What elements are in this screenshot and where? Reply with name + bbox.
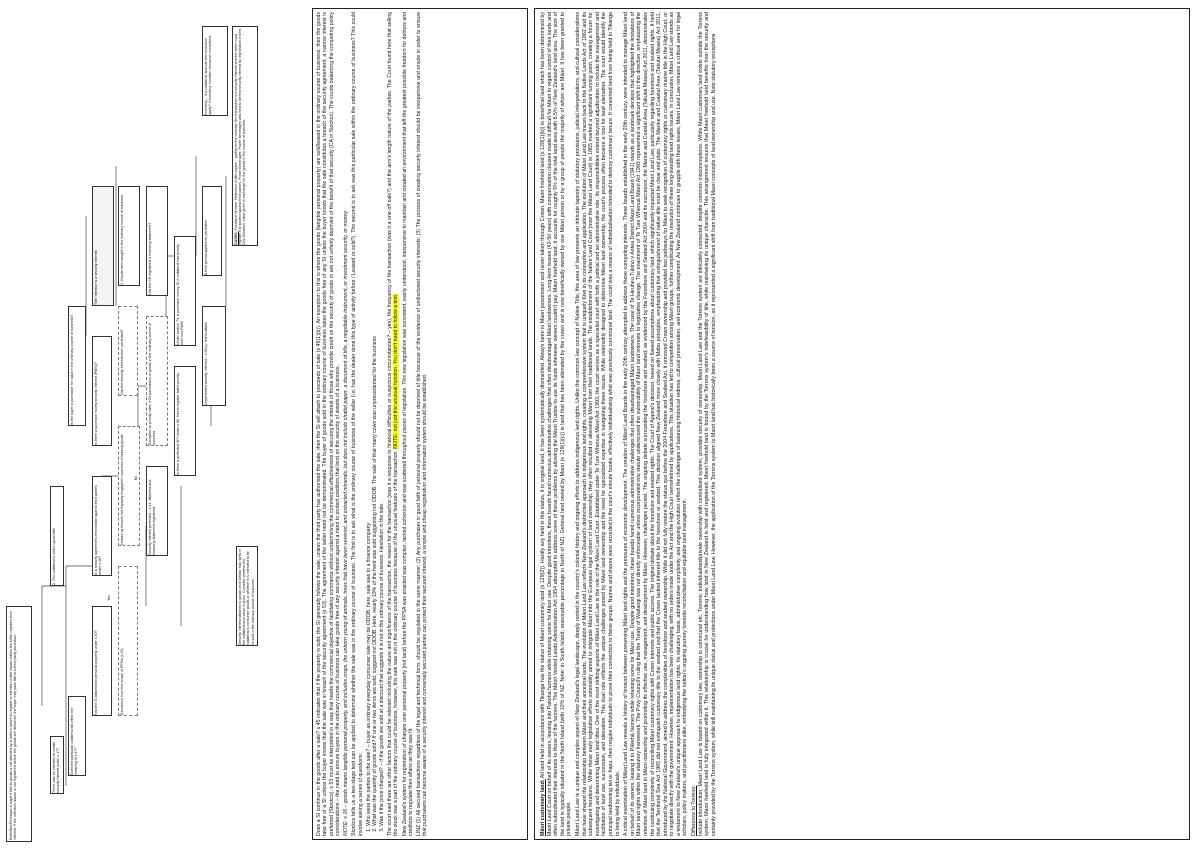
flowchart-yes-label: Yes xyxy=(106,595,111,601)
torrens-heading: Difference to Torrens: xyxy=(691,785,698,836)
flowchart-box: Title retention is a security interest xyxy=(92,186,114,306)
flowchart-box: Is there a perfected SI? Under s 66, first to register takes priority xyxy=(174,366,196,476)
flowchart-box: Has the SP registered a financing statement? xyxy=(146,186,168,296)
list-item: 2. What was the quantity of goods sold? If one or two items are sold, suggest not ODOB. Here, nearly 19% of the herd was sold suggesting not ODOB. The sale of that many cows was unprecedented for the business xyxy=(372,12,378,826)
customary-land-heading: Māori customary land: xyxy=(540,779,546,836)
ppsa-para-4: The court said there are other factors that could be relevant including the nature and significance of the transaction, the reason for the transaction (was it a response to financial difficulties or suspicious circumstances? – yes), the frequency of the transaction (was it a one-off sale?) and the arm's length nature of the parties. The Court found here that selling the stock was a part of the ordinary course of business, however, this sale was not in the ordinary course of business because of the unusual features of the transaction. NOTE: not just the unusual function. You don't need to follow a test. xyxy=(386,12,400,836)
flowchart-box: 1. Goods were bought in the ordinary course of business xyxy=(118,186,140,286)
maori-para-2: Māori Land Law is a unique and complex aspect of New Zealand's legal landscape, deeply rooted in the country's colonial history and ongoing efforts to address indigenous land rights. Unlike the common law concept of Native Title, this area of law presents an intricate tapestry of statutory provisions, judicial interpretations, and cultural considerations that have shaped the relationship between Māori and their ancestral lands. The evolution of Māori Land Law reflects New Zealand's distinctive approach to indigenous land rights, creating a comprehensive system that is uniquely Kiwi in its conception and application. The evolution of Māori Land Law traces back to the Native Lands Act of 1862 and its subsequent iterations. While these early legislative efforts ostensibly aimed to integrate Māori into the European legal system of land ownership, they often resulted in alienating Māori from their traditional lands. The establishment of the Native Land Court (now the Māori Land Court) in 1865 marked a significant turning point, creating a forum for investigating and determining Māori land titles. One of the most striking aspects of Māori Land Law is the role of the Māori Land Court. Established under Te Ture Whenua Māori Act 1993, the court serves as a specialist court with both a judicial and an administrative role. Its responsibilities extend beyond adjudication to include the management and facilitation of land use, succession, and alienation. This dual role reflects the unique challenges posed by Māori land ownership and the need for specialized expertise in navigating these issues. While ostensibly designed to determine Māori land ownership, the court's process often became a tool for land alienation. The court would identify the principal landowning iwi or hapu, then require individuals to prove their connection to these groups. Names and shares were recorded in the court's minute books, effectively individualising what was previously communal land. The court was a means of individualisation intended to destroy customary tenure. It converted land from being held in Tikanga to being held by individuals. xyxy=(574,12,621,836)
flowchart-box: Exclusions from the scope of PPSA (s 23) xyxy=(118,566,138,716)
flowchart-box: Has the SI attached to personal property under s 40? xyxy=(92,606,112,716)
flowchart-box: Has the security interest been perfected? xyxy=(118,306,138,396)
flowchart-box: Unperfected security interest – s 66(c): first to attach xyxy=(202,306,226,406)
maori-para-4: Difference to Torrens: Include introduction: Maori Land Law is based on customary law, ownership is communal etc. Torrens: individualised/private ownership with centralised system, provides security of ownership. Maori Land Law and the Torrens system are intricately connected, despite common misconceptions. While Maori customary land exists outside the Torrens system, Maori freehold land is fully integrated within it. This relationship is crucial for understanding how land in New Zealand is held and registered. Maori freehold land is bound by the Torrens system's indefeasibility of title, while maintaining its unique character. This arrangement ensures that Maori freehold land benefits from the security and certainty provided by the Torrens system, while still maintaining its unique status and protections under Maori Land Law. However, the application of the Torrens system to Maori land has historically been a source of tension, as it represented a significant shift from traditional Maori concepts of land ownership and use. Note statutory exceptions xyxy=(691,12,717,836)
ppsa-question-list xyxy=(366,12,385,826)
maori-para-1: Māori customary land: All land held in accordance with Tikanga has the status of Maori customary land (s 129(2)). Hardly any held in this status, it is original land, it has been systematically dismantled. Always been in Maori possession and never taken through Crown. Maori freehold land (s 129(1)(b)) is beneficial land which has been determined by Maori Land Court on behalf of its owners, leasing into Pakeha farmers while retaining some for Māori use. Despite good intentions, these boards faced numerous administrative challenges that often disadvantaged Māori landowners. Long-term leases (42-50 years) with compensation clauses made it difficult for Māori to regain control of their lands and often subordinated their interests to those of the farmers. The Māori Vested Lands Administration Act 1954 attempted to address some of these problems by allowing the Māori Trustee to use its funds whenever owners couldn't pay. Māori freehold land: it accounts for roughly 5% of the total land area with 6.5% of New Zealand's land area. The size of the land is typically situated in the North Island (with 10% of NZ. Note: in South Island, reasonable percentage in North of NZ). General land owned by Maori (s 129(1)(c)) is land that has been alienated by the crown and is now beneficially owned by one Māori person or by a group of people the majority of whom are Māori. It has been granted to private people. xyxy=(540,12,573,836)
ppsa-para-2: NOTE: s 16 – goods means tangible personal property, and includes crops, the unborn young of animals, trees that have been severed, and extracted minerals, but does not include chattel paper, a document of title, a negotiable instrument, or investment security, or money. xyxy=(343,209,350,836)
ppsa-para-5: New Zealand's system for registration of charges over personal property (not land) before the PPSA was enacted was complex, lacked cohesion and was scattered throughout pieces of legislation. This new legislation was consistent, easily understood, inexpensive to maintain and created an environment that left the greatest possible freedom for debtors and creditors to regulate their affairs as they saw fit. xyxy=(401,12,414,836)
flowchart-box: Leases by lessors not regularly engaged in business of leasing goods xyxy=(118,426,140,546)
flowchart-panel xyxy=(6,6,258,842)
flowchart-box: Is there a purchase money security interest (PMSI)? xyxy=(92,336,112,446)
flowchart-box: 2. The collateral is sold in good faith xyxy=(50,486,64,586)
flowchart-note-inventory: Inventory – is it collateral, and can this exclusion apply? If inventory, consider consumer exceptions. xyxy=(202,26,228,116)
flowchart-connectors xyxy=(6,6,258,842)
flowchart-box: Does the particular collateral fall within the meaning of s 17? xyxy=(68,696,86,776)
maori-land-law-text xyxy=(540,12,1186,836)
flowchart-no-label: No xyxy=(134,475,139,481)
ppsa-para-3: Stockco tells us a two-stage test can be applied to determine whether the sale was in the ordinary course of business. The first is to ask what is the ordinary course of business of the seller (i.e. has the dealer done this type of activity before / Leased or sold?). The second is to ask was this particular sale within the ordinary course of business? This could involve asking a series of questions: xyxy=(351,12,364,836)
flowchart-note-attachment: Security interest attaches to goods once Debtor has rights in the collateral and value is given. Consider whether the collateral is consumer goods or whether it is intended to be re-sold in the ordinary course of business. xyxy=(236,546,258,646)
highlighted-note: NOTE: not just the unusual function. You don't need to follow a test. xyxy=(393,293,400,449)
cases-heading: CASES: xyxy=(234,231,238,245)
ppsa-para-1: Does a SI continue in the goods after a sale? s 45 indicates that if the property is sold, the SI generally follows the sale, unless the third party has authorised the sale, then the SI will attach to proceeds of sale (s 45(1)(b)). An exception to this is where the goods (tangible personal property) are sold/leased in the ordinary course of business, then the goods take free of a SI unless the buyer knows that the sale was in breach of the security agreement (s 53). The agreement of the seller need not be demonstrated. The buyer of goods sold in the ordinary course of business takes the goods free of any SI unless the buyer knows that the sale constitutes a breach of the security agreement, a narrow interest is preferred (Stockco). s 53 must be interpreted in a way that meets the commercial objective of facilitating commerce without undermining the commercial effectiveness of securing the interest of those who provide credit on the security of goods or are not unfairly deprived of the benefit of that security (CA in Stockco). The courts balancing the competing policy considerations – the need to ensure buyers in the ordinary course of business can take goods free of any security interest against a need to protect creditors that lend on the security of assets of a business. xyxy=(316,12,341,836)
flowchart-box: Under section 73, a purchase money SI in collateral has priority over non-PMSI xyxy=(174,236,196,346)
flowchart-box: Is the buyer a purchaser for value in the ordinary course of business? xyxy=(68,306,86,426)
list-item: 1. Who were the parties to the sale? – buyer as ordinary everyday consumer sale may be ODOB, here, sale was to a finance company xyxy=(366,12,372,826)
maori-para-3: A critical examination of Māori Land Law reveals a history of tension between preserving Māori land rights and the pressures of economic development. The creation of Māori Land Boards in the early 20th century attempted to address these competing interests. These boards established in the early 20th century, were intended to manage Māori land on behalf of its owners, leasing it to Pākehā farmers while retaining some for Māori use. Despite good intentions, these boards faced numerous administrative challenges that often disadvantaged Māori landowners. The case of Te Heuheu Tukino v Aotea District Maori Land Board (1941) stands as a landmark decision that highlighted the limitations of Māori land rights within the statutory framework. The Privy Council's ruling that the Treaty of Waitangi was not directly enforceable unless incorporated into statute underscored the vulnerability of Māori land interests to legislative change. The enactment of Te Ture Whenua Māori Act 1993 represented a significant shift in this direction, emphasizing the retention of Māori land in Māori ownership and promoting its effective use, management, and development by Māori. However, challenges persist. The ongoing debate surrounding the foreshore and seabed, as evidenced by the Foreshore and Seabed Act 2004 and its successor, the Marine and Coastal Area (Takutai Moana) Act 2011, demonstrates the continuing complexity of reconciling Māori customary rights with Crown interests and public access. The original debate about the foreshore and seabed rights. The Court of Appeal's decision, based on flawed assumptions about customary land, which significantly impacted Māori Land Law, particularly regarding foreshore and seabed rights. It held that the Territorial Sea Act 1965 did not extinguish customary title to the seabed and that the Crown lacked inherent title to the foreshore or seabed. This decision aligned New Zealand more closely with Mabo principles, emphasizing that extinguishment of native title must be clear and plain. The Marine and Coastal Area (Takutai Moana) Act 2011, introduced by the National Government, aimed to address the complexities of foreshore and seabed ownership. While it did not fully restore the status quo before the 2004 Foreshore and Seabed Act, it removed Crown ownership and provided two pathways for Māori to seek recognition of customary rights or customary marine title in the High Court, or to negotiate directly with the government. However, implementation has been challenging, with no orders made under the Act and the High Court overwhelmed by applications. This situation has led to competition among Māori groups, further complicating the resolution of these long-standing land rights issues. In conclusion, Māori Land Law stands as a testament to New Zealand's unique approach to indigenous land rights. Its statutory basis, administrative complexity, and ongoing evolution reflect the challenges of balancing historical redress, cultural preservation, and economic development. As New Zealand continues to grapple with these issues, Māori Land Law remains a critical area for legal scholars, policy makers, and practitioners alike, embodying the nation's ongoing journey towards reconciliation and equitable land management. xyxy=(623,12,689,836)
flowchart-box: There was an intention to create security interest under s 17? xyxy=(50,736,64,794)
flowchart-note-cases xyxy=(232,26,258,246)
flowchart-note-retention: Retention/Romalpa: A buyer's title to goods is not affected by a seller's failure to register a retention of title clause unless the seller registers their interest. If the retention clause is not registered before the goods are delivered, the buyer may pass title to a third party purchaser. xyxy=(6,606,32,842)
flowchart-box: Security interest perfected – s 41: attached and financing statement registered xyxy=(146,466,168,556)
cases-text: Fiordland Venison: Retention of title clause – parties to the contract; the transaction is a security interest and the seller must register it to protect against third parties. Power Beverages: Power Beverages was held to perfect security interest by registration in time. Orix Goodwin: value given in exchange for the goods in the course of business. xyxy=(234,27,247,245)
ppsa-para-6: LINZ (1) All secured transactions regardless of the legal and technical form, should be regulated in the same manner; (2) Any purchaser in good faith of personal property should not be deprived of title because of the existence of undisclosed security interests; (3) The process of creating security interest should be inexpensive and simple in order to ensure that purchasers can become aware of a security interest and conversely secured parties can protect their secured interest, a simple and cheap registration and information system should be established. xyxy=(416,12,429,836)
ppsa-notes-text xyxy=(316,12,524,836)
list-item: 3. Was it the price charged? – if the goods are sold at a discount that suggests it is not in the ordinary course of business. Hesitation in the sale. xyxy=(379,12,385,826)
flowchart-box: A time period applies for perfection xyxy=(202,186,222,276)
flowchart-box: Exception to priority rules: s 53 purchasers of goods in the ordinary course of business xyxy=(146,316,168,446)
flowchart-box: Is a security agreement enforceable against third parties under s 36? xyxy=(92,476,112,576)
